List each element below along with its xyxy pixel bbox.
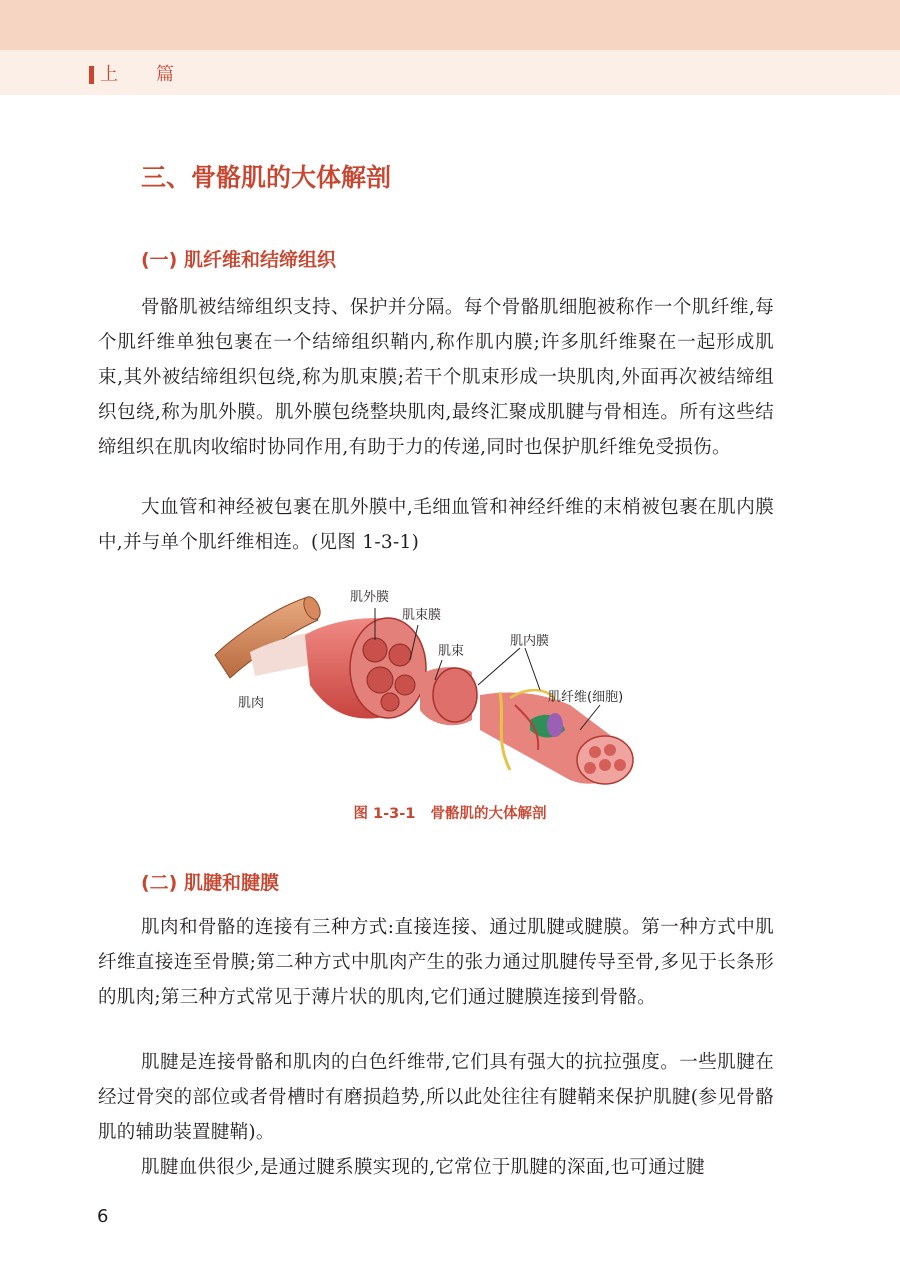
label-epimysium: 肌外膜: [350, 590, 390, 605]
label-muscle: 肌肉: [238, 696, 265, 711]
header-marker: [89, 66, 94, 84]
paragraph: 骨骼肌被结缔组织支持、保护并分隔。每个骨骼肌细胞被称作一个肌纤维,每个肌纤维单独包裹在一个结缔组织鞘内,称作肌内膜;许多肌纤维聚在一起形成肌束,其外被结缔组织包绕,称为肌束膜;若干个肌束形成一块肌肉,外面再次被结缔组织包绕,称为肌外膜。肌外膜包绕整块肌肉,最终汇聚成肌腱与骨相连。所有这些结缔组织在肌肉收缩时协同作用,有助于力的传递,同时也保护肌纤维免受损伤。: [98, 297, 774, 458]
paragraph: 肌肉和骨骼的连接有三种方式:直接连接、通过肌腱或腱膜。第一种方式中肌纤维直接连至骨膜;第二种方式中肌肉产生的张力通过肌腱传导至骨,多见于长条形的肌肉;第三种方式常见于薄片状的肌肉,它们通过腱膜连接到骨骼。: [98, 917, 774, 1008]
header-label: 上篇: [100, 64, 212, 85]
page-number: 6: [97, 1206, 109, 1227]
section-title: 三、骨骼肌的大体解剖: [141, 163, 392, 192]
muscle-anatomy-figure: [210, 580, 650, 795]
figure-caption: 图 1-3-1 骨骼肌的大体解剖: [353, 806, 547, 822]
top-color-band: [0, 0, 900, 50]
paragraph: 肌腱是连接骨骼和肌肉的白色纤维带,它们具有强大的抗拉强度。一些肌腱在经过骨突的部位或者骨槽时有磨损趋势,所以此处往往有腱鞘来保护肌腱(参见骨骼肌的辅助装置腱鞘)。: [98, 1052, 774, 1143]
paragraph: 大血管和神经被包裹在肌外膜中,毛细血管和神经纤维的末梢被包裹在肌内膜中,并与单个肌纤维相连。(见图 1-3-1): [98, 497, 774, 553]
label-fascicle: 肌束: [438, 644, 465, 659]
subsection-title-1: (一) 肌纤维和结缔组织: [141, 249, 336, 271]
label-muscle-fiber: 肌纤维(细胞): [548, 690, 624, 705]
label-endomysium: 肌内膜: [510, 634, 550, 649]
subsection-title-2: (二) 肌腱和腱膜: [141, 872, 279, 894]
paragraph: 肌腱血供很少,是通过腱系膜实现的,它常位于肌腱的深面,也可通过腱: [141, 1157, 705, 1178]
label-perimysium: 肌束膜: [402, 608, 442, 623]
